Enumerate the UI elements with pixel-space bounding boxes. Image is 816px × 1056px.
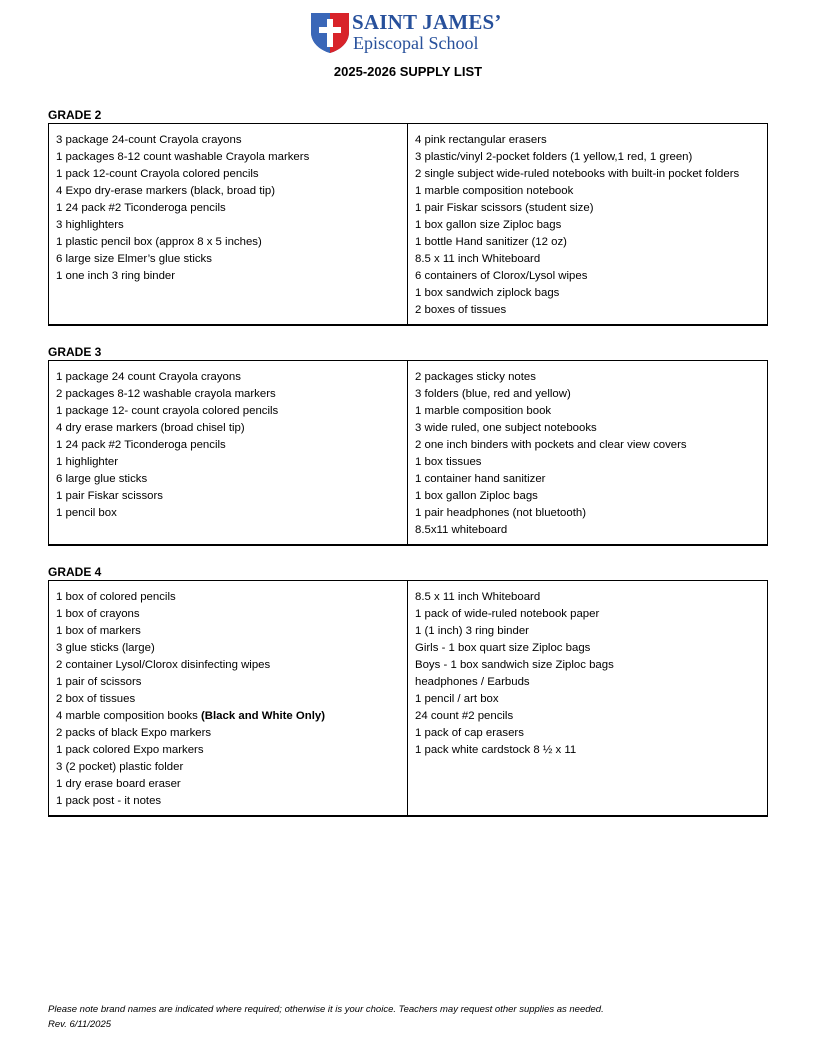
supply-item	[56, 759, 407, 776]
supply-item-text: 1 pair Fiskar scissors (student size)	[415, 202, 594, 214]
supply-item-text: 4 dry erase markers (broad chisel tip)	[56, 422, 245, 434]
supply-item-text: 1 pair Fiskar scissors	[56, 490, 163, 502]
supply-item-text: 1 pencil box	[56, 507, 117, 519]
supply-item	[415, 505, 767, 522]
supply-item-text: 2 box of tissues	[56, 693, 136, 705]
supply-item-text: 8.5 x 11 inch Whiteboard	[415, 591, 541, 603]
supply-item	[56, 657, 407, 674]
supply-item	[56, 708, 407, 725]
supply-item	[415, 132, 767, 149]
supply-item	[56, 640, 407, 657]
supply-item-text: Girls - 1 box quart size Ziploc bags	[415, 642, 591, 654]
supply-item	[415, 623, 767, 640]
supply-item	[56, 403, 407, 420]
supply-item	[415, 589, 767, 606]
supply-item	[415, 251, 767, 268]
supply-item	[415, 386, 767, 403]
supply-item	[56, 776, 407, 793]
supply-item-text: 1 pack of wide-ruled notebook paper	[415, 608, 600, 620]
supply-item-text: 6 large glue sticks	[56, 473, 148, 485]
supply-item	[415, 606, 767, 623]
grade-2-left-column	[48, 124, 408, 324]
supply-item	[415, 200, 767, 217]
supply-item	[56, 793, 407, 810]
supply-item-text: 6 large size Elmer’s glue sticks	[56, 253, 212, 265]
supply-item	[56, 674, 407, 691]
supply-item-text: 1 pack white cardstock 8 ½ x 11	[415, 744, 577, 756]
supply-item-text: 8.5 x 11 inch Whiteboard	[415, 253, 541, 265]
school-name-line2: Episcopal School	[353, 33, 479, 53]
school-name-line1: SAINT JAMES’	[352, 10, 502, 34]
grade-3-right-column	[408, 361, 768, 544]
supply-item-text: 1 pack 12-count Crayola colored pencils	[56, 168, 259, 180]
grade-4-left-column	[48, 581, 408, 815]
supply-item-text: 1 marble composition book	[415, 405, 552, 417]
supply-item-text: 3 plastic/vinyl 2-pocket folders (1 yellow,1 red, 1 green)	[415, 151, 693, 163]
footer-note: Please note brand names are indicated where required; otherwise it is your choice. Teachers may request other supplies as needed.	[48, 1004, 604, 1015]
supply-item-text: 3 (2 pocket) plastic folder	[56, 761, 184, 773]
supply-item	[56, 691, 407, 708]
supply-item	[415, 217, 767, 234]
grade-3-left-column	[48, 361, 408, 544]
supply-item	[56, 149, 407, 166]
supply-item	[56, 132, 407, 149]
supply-item	[56, 200, 407, 217]
grade-4-right-column	[408, 581, 768, 815]
supply-item	[56, 217, 407, 234]
supply-item-text: 3 package 24-count Crayola crayons	[56, 134, 242, 146]
supply-item-text: 1 pair headphones (not bluetooth)	[415, 507, 586, 519]
supply-item-text: 1 box gallon size Ziploc bags	[415, 219, 562, 231]
supply-item-text: Boys - 1 box sandwich size Ziploc bags	[415, 659, 614, 671]
supply-item	[56, 454, 407, 471]
supply-item	[415, 183, 767, 200]
supply-item-text: 1 pack of cap erasers	[415, 727, 524, 739]
supply-item	[56, 420, 407, 437]
supply-item-text: 1 24 pack #2 Ticonderoga pencils	[56, 439, 226, 451]
supply-item-text: 1 box of colored pencils	[56, 591, 176, 603]
supply-item	[415, 149, 767, 166]
supply-item-text: 2 packs of black Expo markers	[56, 727, 212, 739]
supply-item-text: 1 marble composition notebook	[415, 185, 574, 197]
supply-item	[415, 166, 767, 183]
supply-item-text: 1 pack post - it notes	[56, 795, 162, 807]
supply-item-text: 6 containers of Clorox/Lysol wipes	[415, 270, 588, 282]
supply-item-text: 1 24 pack #2 Ticonderoga pencils	[56, 202, 226, 214]
supply-item	[56, 251, 407, 268]
supply-item	[56, 488, 407, 505]
supply-item	[56, 234, 407, 251]
supply-item	[415, 742, 767, 759]
supply-item	[56, 505, 407, 522]
supply-item	[415, 403, 767, 420]
grade-3-table	[48, 360, 768, 546]
grade-2-right-column	[408, 124, 768, 324]
grade-2-table	[48, 123, 768, 326]
supply-item-text: 1 package 24 count Crayola crayons	[56, 371, 241, 383]
supply-item	[415, 437, 767, 454]
shield-cross-icon	[310, 12, 350, 54]
supply-item-emphasis: (Black and White Only)	[201, 710, 326, 722]
supply-item-text: 2 one inch binders with pockets and clear view covers	[415, 439, 687, 451]
supply-item-text: 1 pack colored Expo markers	[56, 744, 204, 756]
supply-item	[415, 725, 767, 742]
supply-item	[56, 166, 407, 183]
supply-item-text: 1 box tissues	[415, 456, 482, 468]
supply-item-text: 1 box of markers	[56, 625, 141, 637]
supply-item-text: 3 wide ruled, one subject notebooks	[415, 422, 597, 434]
supply-item-text: 2 container Lysol/Clorox disinfecting wipes	[56, 659, 271, 671]
supply-item-text: 1 box of crayons	[56, 608, 140, 620]
supply-item	[56, 437, 407, 454]
supply-item	[415, 522, 767, 539]
supply-item	[415, 454, 767, 471]
supply-item	[415, 471, 767, 488]
supply-item-text: 24 count #2 pencils	[415, 710, 514, 722]
supply-item	[415, 420, 767, 437]
supply-item-text: 8.5x11 whiteboard	[415, 524, 508, 536]
supply-item	[415, 708, 767, 725]
supply-item-text: 2 packages 8-12 washable crayola markers	[56, 388, 276, 400]
supply-item-text: headphones / Earbuds	[415, 676, 530, 688]
supply-item-text: 3 highlighters	[56, 219, 124, 231]
supply-item-text: 1 one inch 3 ring binder	[56, 270, 176, 282]
supply-item-text: 3 folders (blue, red and yellow)	[415, 388, 571, 400]
supply-item-text: 1 box sandwich ziplock bags	[415, 287, 560, 299]
footer-revision: Rev. 6/11/2025	[48, 1019, 112, 1030]
supply-item-text: 4 Expo dry-erase markers (black, broad tip)	[56, 185, 276, 197]
supply-item	[56, 369, 407, 386]
supply-item	[415, 285, 767, 302]
supply-item-text: 1 dry erase board eraser	[56, 778, 181, 790]
supply-item	[415, 488, 767, 505]
supply-item-text: 2 boxes of tissues	[415, 304, 507, 316]
supply-item	[415, 234, 767, 251]
supply-item-text: 2 single subject wide-ruled notebooks with built-in pocket folders	[415, 168, 740, 180]
supply-item	[56, 606, 407, 623]
supply-item	[56, 268, 407, 285]
supply-item-text: 1 package 12- count crayola colored pencils	[56, 405, 279, 417]
supply-item-text: 2 packages sticky notes	[415, 371, 536, 383]
school-logo	[310, 10, 510, 56]
supply-item	[415, 674, 767, 691]
supply-item-text: 4 marble composition books	[56, 710, 201, 722]
supply-item	[56, 183, 407, 200]
supply-item	[415, 369, 767, 386]
supply-item	[56, 725, 407, 742]
grade-3-heading: GRADE 3	[48, 345, 102, 359]
supply-item-text: 1 packages 8-12 count washable Crayola markers	[56, 151, 310, 163]
supply-item	[415, 691, 767, 708]
grade-2-heading: GRADE 2	[48, 108, 102, 122]
page-title: 2025-2026 SUPPLY LIST	[333, 64, 483, 79]
supply-item	[415, 640, 767, 657]
supply-item-text: 4 pink rectangular erasers	[415, 134, 547, 146]
supply-item-text: 1 box gallon Ziploc bags	[415, 490, 538, 502]
supply-item	[56, 471, 407, 488]
supply-item	[415, 268, 767, 285]
supply-item	[415, 657, 767, 674]
supply-item	[56, 386, 407, 403]
supply-item	[56, 623, 407, 640]
grade-4-heading: GRADE 4	[48, 565, 102, 579]
supply-item-text: 1 pair of scissors	[56, 676, 142, 688]
supply-item-text: 3 glue sticks (large)	[56, 642, 155, 654]
supply-item-text: 1 highlighter	[56, 456, 119, 468]
supply-item-text: 1 plastic pencil box (approx 8 x 5 inches)	[56, 236, 262, 248]
supply-item-text: 1 pencil / art box	[415, 693, 499, 705]
supply-item-text: 1 container hand sanitizer	[415, 473, 546, 485]
grade-4-table	[48, 580, 768, 817]
supply-item	[56, 589, 407, 606]
supply-item	[56, 742, 407, 759]
supply-item-text: 1 (1 inch) 3 ring binder	[415, 625, 529, 637]
supply-item	[415, 302, 767, 319]
supply-item-text: 1 bottle Hand sanitizer (12 oz)	[415, 236, 567, 248]
